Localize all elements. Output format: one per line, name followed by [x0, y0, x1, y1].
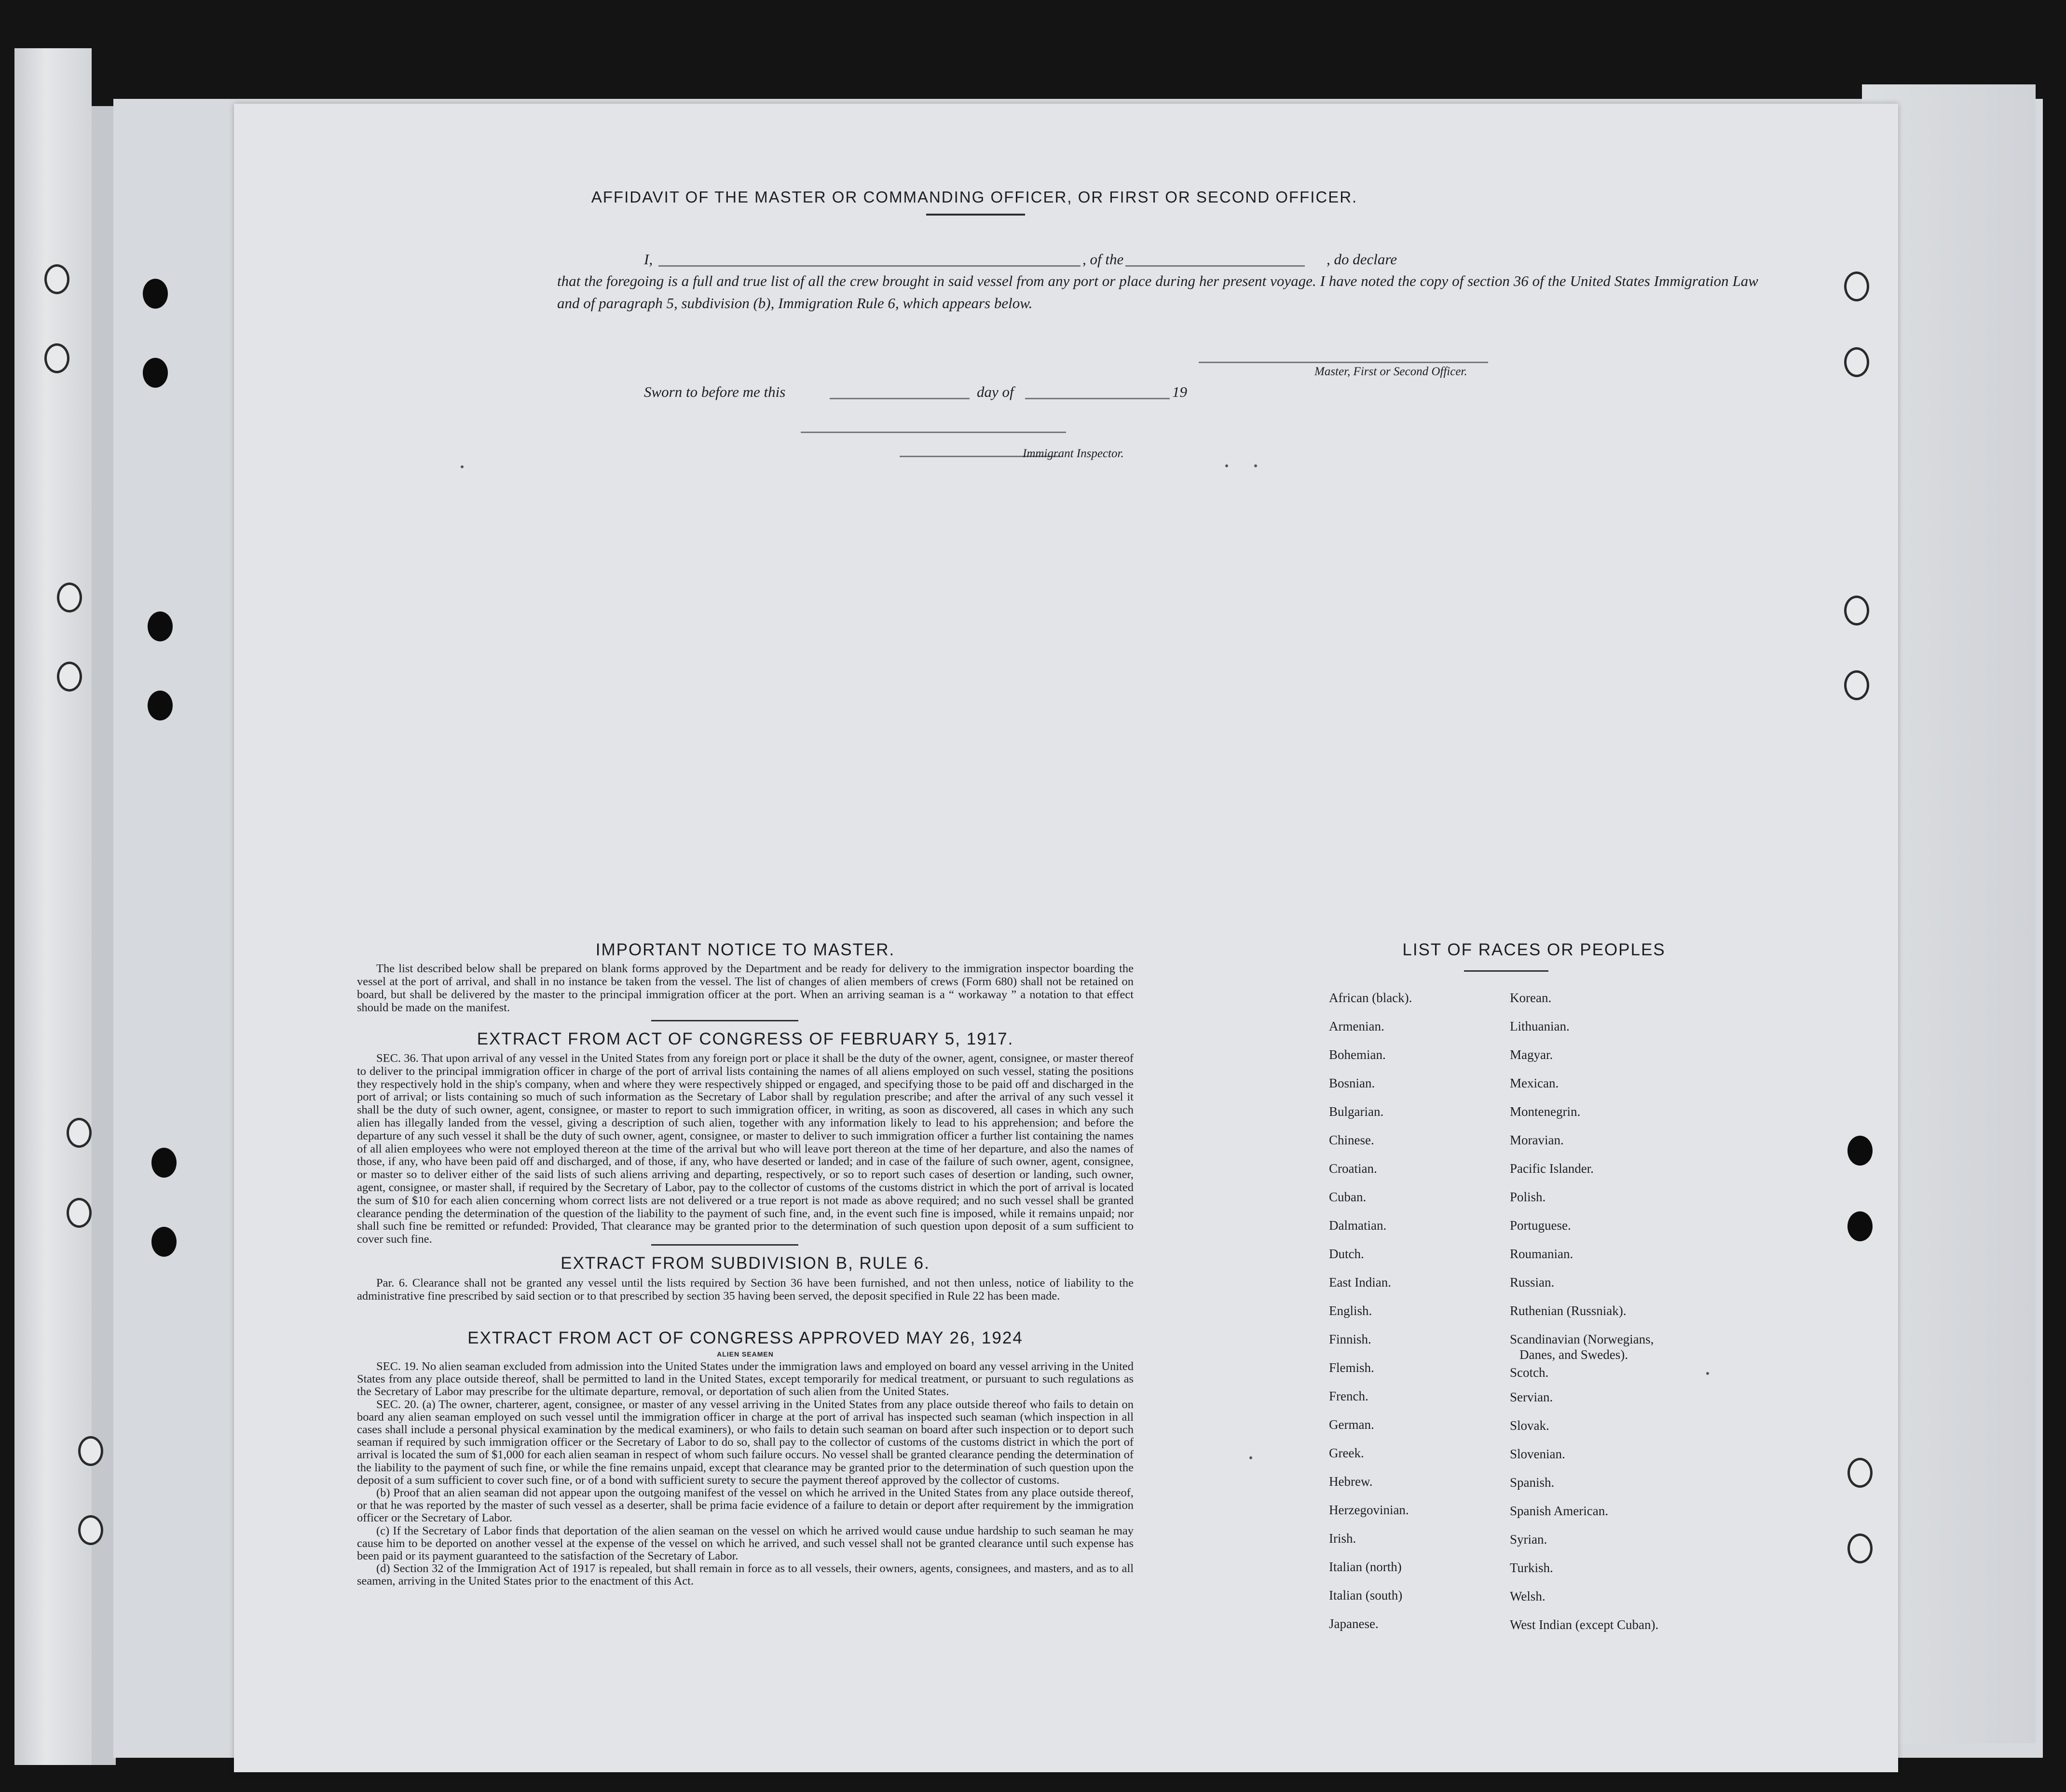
binder-hole	[57, 662, 82, 692]
divider	[651, 1020, 798, 1021]
extract-1924-title: EXTRACT FROM ACT OF CONGRESS APPROVED MAY 26, 1924	[467, 1329, 1023, 1347]
sworn-month-blank[interactable]	[1025, 398, 1170, 399]
race-item: Ruthenian (Russniak).	[1510, 1303, 1627, 1318]
binder-hole	[44, 343, 69, 373]
paragraph: (b) Proof that an alien seaman did not appear upon the outgoing manifest of the vessel on which he arrived in the United States from any place outside thereof, or that he was reported by the master of such vessel as a deserter, shall be prima facie evidence of a failure to detain or deport after requirement by the immigration officer or the Secretary of Labor.	[357, 1486, 1134, 1525]
race-item: Italian (north)	[1329, 1560, 1402, 1574]
race-item: Russian.	[1510, 1275, 1555, 1290]
binder-hole	[78, 1436, 103, 1466]
binder-hole	[1847, 1534, 1873, 1563]
race-item: Slovak.	[1510, 1418, 1549, 1433]
race-item: Cuban.	[1329, 1190, 1367, 1204]
binder-hole	[148, 691, 173, 720]
race-item: Herzegovinian.	[1329, 1503, 1409, 1517]
binder-hole	[1844, 272, 1869, 301]
paragraph: SEC. 20. (a) The owner, charterer, agent, consignee, or master of any vessel arriving in the United States from any place outside thereof who fails to detain on board any alien seaman employed on such vessel until the immigration officer in charge at the port of arrival has inspected such seaman (which inspection in all cases shall include a personal physical examination by the medical examiners), or who fails to detain such seaman on board after such inspection or to deport such seaman if required by such immigration officer or the Secretary of Labor to do so, shall pay to the collector of customs of the customs district in which the port of arrival is located the sum of $1,000 for each alien seaman in respect of whom such failure occurs. No vessel shall be granted clearance pending the determination of the liability to the payment of such fine, or while the fine remains unpaid, except that clearance may be granted prior to the determination of such question upon the deposit of a sum sufficient to cover such fine, or of a bond with sufficient surety to secure the payment thereof approved by the collector of customs.	[357, 1398, 1134, 1487]
race-item: English.	[1329, 1303, 1372, 1318]
name-blank[interactable]	[658, 265, 1305, 267]
race-item: Welsh.	[1510, 1589, 1546, 1603]
divider	[651, 1244, 798, 1246]
binder-hole	[143, 358, 168, 388]
binder-hole	[1844, 670, 1869, 700]
race-item: African (black).	[1329, 991, 1412, 1005]
binder-hole	[151, 1148, 177, 1178]
affidavit-of-the: , of the	[1081, 251, 1125, 268]
race-item: Magyar.	[1510, 1047, 1553, 1062]
sworn-prefix: Sworn to before me this	[644, 383, 786, 400]
sworn-day-of: day of	[977, 383, 1014, 400]
race-item: Bulgarian.	[1329, 1104, 1384, 1119]
race-item: Bosnian.	[1329, 1076, 1375, 1090]
races-left-column	[1329, 984, 1412, 1638]
binder-hole	[148, 611, 173, 641]
race-item: Bohemian.	[1329, 1047, 1386, 1062]
binder-hole	[1847, 1458, 1873, 1488]
extract-1924-subtitle: ALIEN SEAMEN	[717, 1350, 774, 1358]
race-item: Flemish.	[1329, 1360, 1374, 1375]
inspector-line-1[interactable]	[801, 432, 1066, 433]
race-item: Hebrew.	[1329, 1474, 1373, 1489]
sworn-day-blank[interactable]	[830, 398, 970, 399]
affidavit-i: I,	[644, 251, 653, 268]
race-item: Scotch.	[1510, 1365, 1549, 1380]
race-item: Scandinavian (Norwegians,	[1510, 1332, 1654, 1346]
race-item: French.	[1329, 1389, 1368, 1403]
race-item: Portuguese.	[1510, 1218, 1571, 1233]
race-item: Croatian.	[1329, 1161, 1377, 1176]
sworn-year: 19	[1172, 383, 1187, 400]
scan-speck	[1225, 464, 1228, 467]
race-item: Servian.	[1510, 1390, 1553, 1404]
race-item: Spanish.	[1510, 1475, 1555, 1490]
notice-title: IMPORTANT NOTICE TO MASTER.	[595, 940, 895, 959]
scan-speck	[1249, 1456, 1252, 1459]
inspector-label: Immigrant Inspector.	[1023, 447, 1124, 460]
race-item: Roumanian.	[1510, 1247, 1573, 1261]
extract-1917-text: SEC. 36. That upon arrival of any vessel in the United States from any foreign port or place it shall be the duty of the owner, agent, consignee, or master thereof to deliver to the principal immigration officer in charge of the port of arrival lists containing the names of all aliens employed on such vessel, stating the positions they respectively hold in the ship's company, when and where they were respectively shipped or engaged, and specifying those to be paid off and discharged in the port of arrival; or lists containing so much of such information as the Secretary of Labor shall by regulation prescribe; and after the arrival of any such vessel it shall be the duty of such owner, agent, consignee, or master to report to such immigration officer, in writing, as soon as discovered, all cases in which any such alien has illegally landed from the vessel, giving a description of such alien, together with any information likely to lead to his apprehension; and before the departure of any such vessel it shall be the duty of such owner, agent, consignee, or master to deliver to such immigration officer a further list containing the names of all alien employees who were not employed thereon at the time of the arrival but who will leave port thereon at the time of her departure, and also the names of those, if any, who have been paid off and discharged, and of those, if any, who have deserted or landed; and in case of the failure of such owner, agent, consignee, or master so to deliver either of the said lists of such aliens arriving and departing, respectively, or so to report such cases of desertion or landing, such owner, agent, consignee, or master shall, if required by the Secretary of Labor, pay to the collector of customs of the customs district in which the port of arrival is located the sum of $10 for each alien concerning whom correct lists are not delivered or a true report is not made as above required; and no such vessel shall be granted clearance pending the determination of the question of the liability to the payment of such fine, and, in the event such fine is imposed, while it remains unpaid; nor shall such fine be remitted or refunded: Provided, That clearance may be granted prior to the determination of such question upon deposit of a sum sufficient to cover such fine.	[357, 1052, 1134, 1246]
affidavit-do-declare: , do declare	[1327, 251, 1397, 268]
race-item: Slovenian.	[1510, 1447, 1565, 1461]
race-item: Dutch.	[1329, 1247, 1364, 1261]
race-item: German.	[1329, 1417, 1374, 1432]
race-item: West Indian (except Cuban).	[1510, 1617, 1659, 1632]
paragraph: SEC. 19. No alien seaman excluded from admission into the United States under the immigration laws and employed on board any vessel arriving in the United States from any place outside thereof, shall be permitted to land in the United States, except temporarily for medical treatment, or pursuant to such regulations as the Secretary of Labor may prescribe for the ultimate departure, removal, or deportation of such alien from the United States.	[357, 1360, 1134, 1398]
binder-hole	[143, 279, 168, 309]
races-title: LIST OF RACES OR PEOPLES	[1402, 940, 1666, 959]
race-item: Korean.	[1510, 991, 1552, 1005]
binder-hole	[1847, 1136, 1873, 1166]
race-item: Chinese.	[1329, 1133, 1374, 1147]
race-item: Italian (south)	[1329, 1588, 1403, 1602]
race-item: Pacific Islander.	[1510, 1161, 1594, 1176]
race-item: Moravian.	[1510, 1133, 1564, 1147]
binder-hole	[1844, 347, 1869, 377]
race-item: Armenian.	[1329, 1019, 1384, 1033]
binder-hole	[1847, 1211, 1873, 1241]
binder-hole	[78, 1515, 103, 1545]
form-page	[234, 104, 1898, 1772]
binder-hole	[1844, 596, 1869, 625]
paragraph: (c) If the Secretary of Labor finds that deportation of the alien seaman on the vessel on which he arrived would cause undue hardship to such seaman he may cause him to be deported on another vessel at the expense of the vessel on which he arrived, and such vessel shall not be granted clearance until such expense has been paid or its payment guaranteed to the satisfaction of the Secretary of Labor.	[357, 1524, 1134, 1563]
signature-label: Master, First or Second Officer.	[1314, 365, 1467, 378]
race-item: Greek.	[1329, 1446, 1364, 1460]
race-item: Spanish American.	[1510, 1504, 1608, 1518]
binder-strip	[14, 48, 92, 1765]
scan-speck	[1706, 1372, 1709, 1375]
notice-text: The list described below shall be prepared on blank forms approved by the Department and be ready for delivery to the immigration inspector boarding the vessel at the port of arrival, and shall in no instance be taken from the vessel. The list of changes of alien members of crews (Form 680) shall not be retained on board, but shall be delivered by the master to the principal immigration officer at the port. When an arriving seaman is a “ workaway ” a notation to that effect should be made on the manifest.	[357, 962, 1134, 1014]
divider	[1464, 970, 1548, 972]
binder-hole	[67, 1198, 92, 1228]
race-item: Mexican.	[1510, 1076, 1559, 1090]
race-item: Finnish.	[1329, 1332, 1371, 1346]
affidavit-title: AFFIDAVIT OF THE MASTER OR COMMANDING OFFICER, OR FIRST OR SECOND OFFICER.	[591, 188, 1358, 206]
title-underline	[926, 214, 1025, 216]
race-item: Dalmatian.	[1329, 1218, 1387, 1233]
race-item: Montenegrin.	[1510, 1104, 1581, 1119]
signature-line[interactable]	[1199, 362, 1488, 363]
race-item: Japanese.	[1329, 1616, 1379, 1631]
race-item-continuation: Danes, and Swedes).	[1519, 1347, 1628, 1362]
extract-rule6-title: EXTRACT FROM SUBDIVISION B, RULE 6.	[561, 1254, 930, 1273]
races-right-column	[1510, 984, 1658, 1639]
paragraph: (d) Section 32 of the Immigration Act of 1917 is repealed, but shall remain in force as to all vessels, their owners, agents, consignees, and masters, and as to all seamen, arriving in the United States prior to the enactment of this Act.	[357, 1562, 1134, 1588]
binder-hole	[57, 583, 82, 612]
race-item: Lithuanian.	[1510, 1019, 1570, 1033]
scan-speck	[1254, 464, 1257, 467]
extract-1924-text	[357, 1360, 1134, 1588]
binder-hole	[44, 264, 69, 294]
race-item: Syrian.	[1510, 1532, 1547, 1547]
race-item: Polish.	[1510, 1190, 1546, 1204]
binder-hole	[151, 1227, 177, 1257]
race-item: Turkish.	[1510, 1561, 1553, 1575]
scan-speck	[461, 465, 464, 468]
race-item: East Indian.	[1329, 1275, 1391, 1290]
extract-rule6-text: Par. 6. Clearance shall not be granted any vessel until the lists required by Section 36 have been furnished, and not then unless, notice of liability to the administrative fine prescribed by said section or to that prescribed by section 35 having been served, the deposit specified in Rule 22 has been made.	[357, 1276, 1134, 1303]
extract-1917-title: EXTRACT FROM ACT OF CONGRESS OF FEBRUARY 5, 1917.	[477, 1030, 1014, 1048]
race-item: Irish.	[1329, 1531, 1356, 1546]
affidavit-body: that the foregoing is a full and true list of all the crew brought in said vessel from any port or place during her present voyage. I have noted the copy of section 36 of the United States Immigration Law and of paragraph 5, subdivision (b), Immigration Rule 6, which appears below.	[557, 272, 1758, 312]
binder-hole	[67, 1118, 92, 1148]
